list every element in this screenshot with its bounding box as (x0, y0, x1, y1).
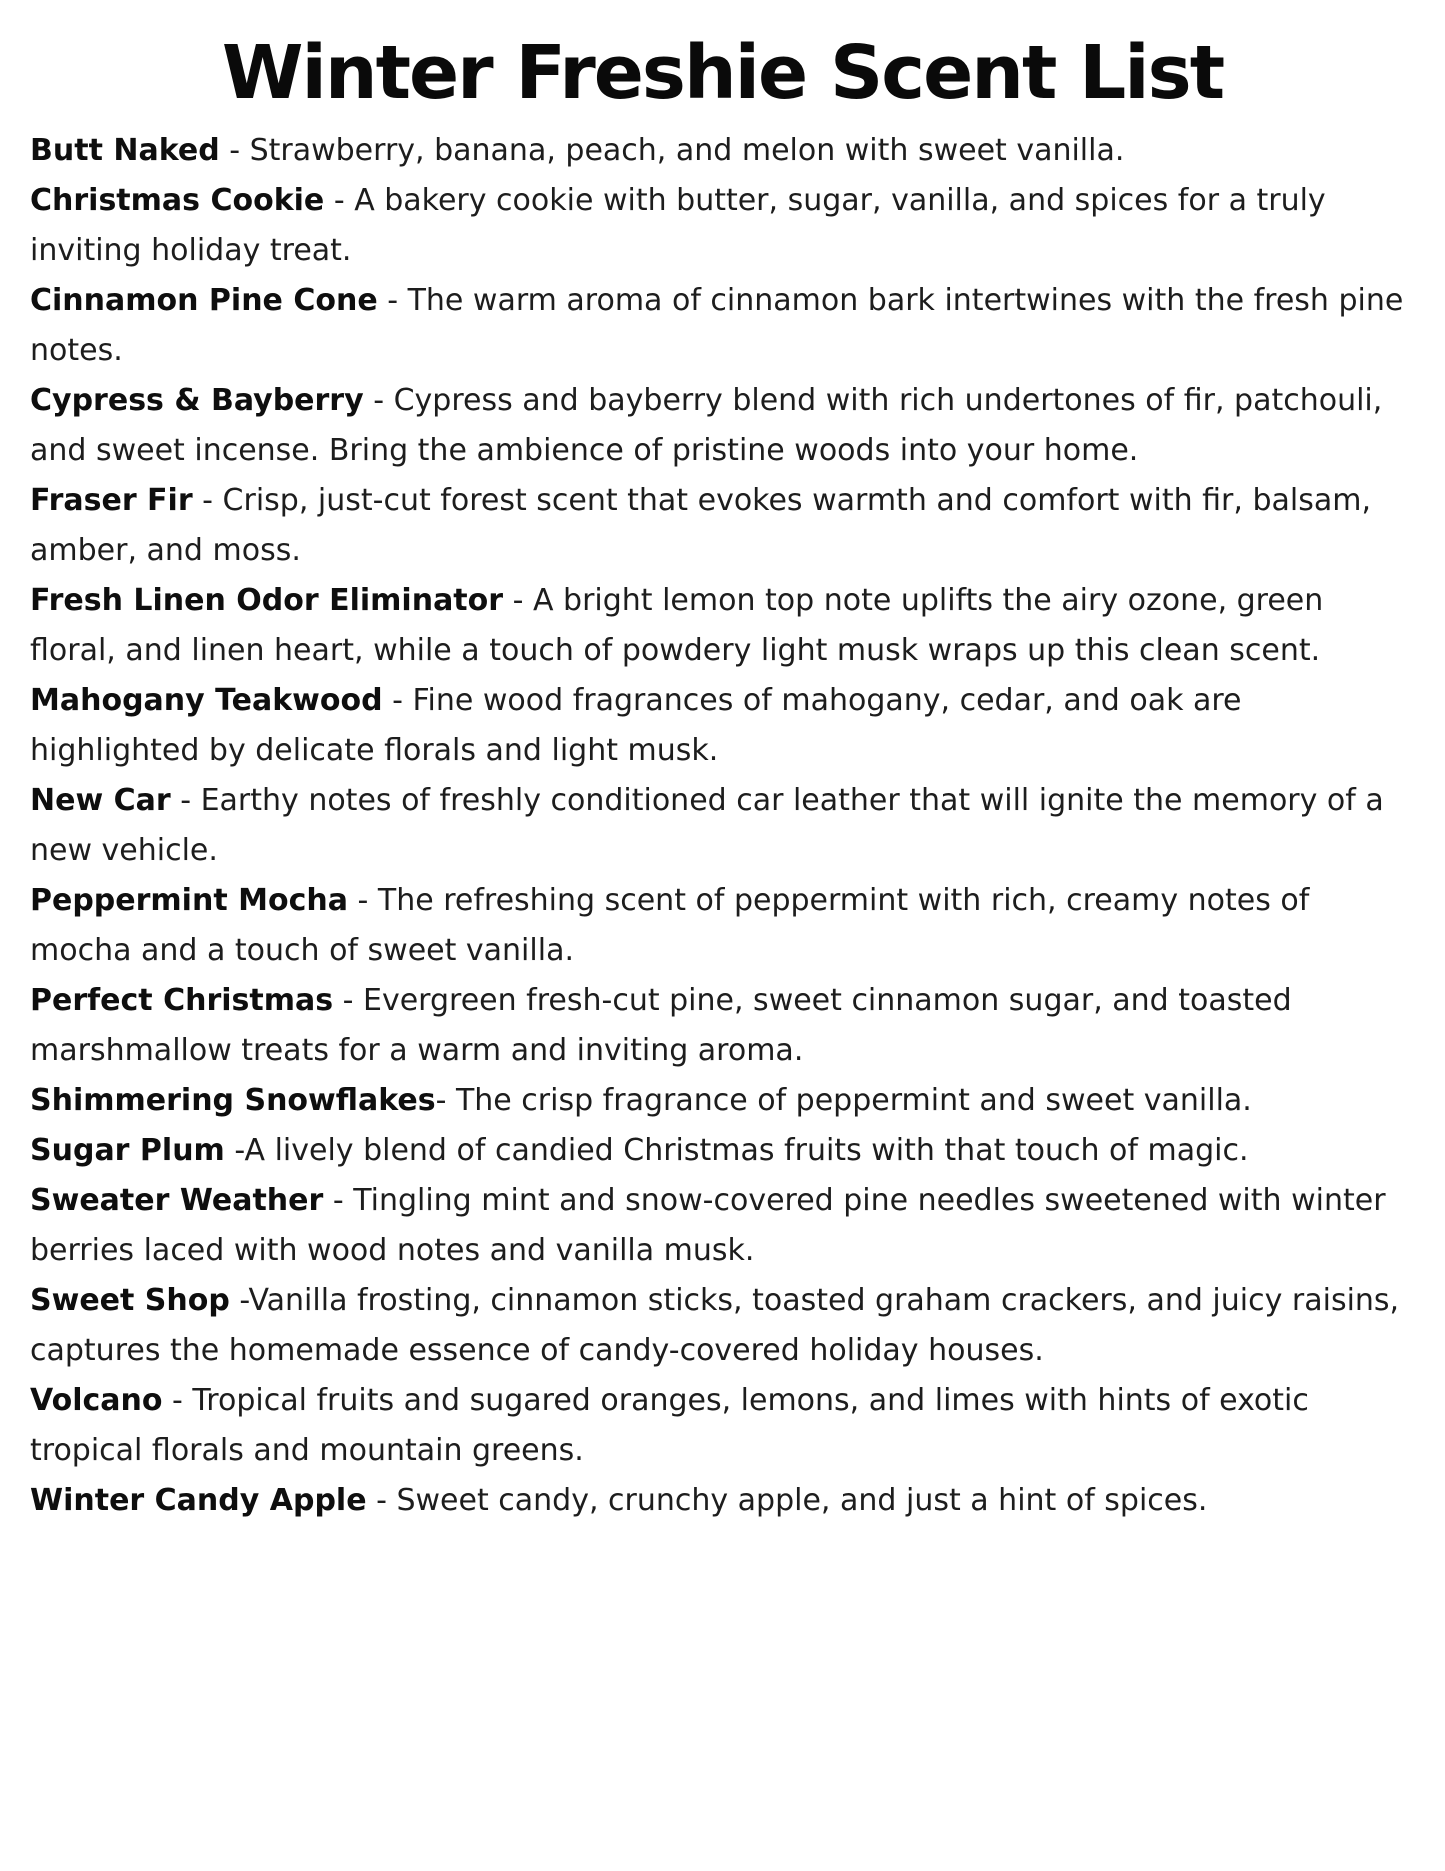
scent-list-item (30, 1176, 1415, 1276)
scent-list-item (30, 276, 1415, 376)
scent-separator: - (347, 883, 378, 918)
scent-list-item (30, 1276, 1415, 1376)
scent-separator: - (324, 183, 355, 218)
scent-name: Winter Candy Apple (30, 1483, 367, 1518)
scent-name: Sweet Shop (30, 1283, 230, 1318)
scent-separator: - (503, 583, 533, 618)
scent-description: Crisp, just-cut forest scent that evokes warmth and comfort with fir, balsam, amber, and moss. (30, 483, 1371, 568)
scent-list-item (30, 476, 1415, 576)
scent-list-item (30, 676, 1415, 776)
scent-separator: - (162, 1383, 193, 1418)
scent-separator: - (377, 283, 408, 318)
scent-list-item (30, 1376, 1415, 1476)
scent-name: Shimmering Snowflakes (30, 1083, 436, 1118)
scent-name: Sugar Plum (30, 1133, 225, 1168)
scent-list-item (30, 1076, 1415, 1126)
scent-description: Earthy notes of freshly conditioned car leather that will ignite the memory of a new vehicle. (30, 783, 1384, 868)
scent-separator: - (363, 383, 394, 418)
scent-separator: - (382, 683, 413, 718)
scent-list-item (30, 876, 1415, 976)
scent-name: Cinnamon Pine Cone (30, 283, 378, 318)
scent-description: A bright lemon top note uplifts the airy ozone, green floral, and linen heart, while a touch of powdery light musk wraps up this clean scent. (30, 583, 1324, 668)
scent-list-item (30, 1476, 1415, 1526)
scent-description: The crisp fragrance of peppermint and sweet vanilla. (455, 1083, 1252, 1118)
scent-separator: - (170, 783, 201, 818)
scent-name: Butt Naked (30, 133, 220, 168)
scent-list-item (30, 976, 1415, 1076)
scent-name: Cypress & Bayberry (30, 383, 364, 418)
scent-description: Cypress and bayberry blend with rich undertones of fir, patchouli, and sweet incense. Bring the ambience of pristine woods into your home. (30, 383, 1383, 468)
scent-name: New Car (30, 783, 171, 818)
scent-separator: - (333, 983, 364, 1018)
scent-name: Christmas Cookie (30, 183, 325, 218)
scent-name: Fraser Fir (30, 483, 193, 518)
scent-description: Sweet candy, crunchy apple, and just a hint of spices. (396, 1483, 1208, 1518)
scent-description: Strawberry, banana, peach, and melon with sweet vanilla. (249, 133, 1125, 168)
scent-separator: - (219, 133, 250, 168)
scent-description: Tingling mint and snow-covered pine needles sweetened with winter berries laced with wood notes and vanilla musk. (30, 1183, 1386, 1268)
scent-description: Vanilla frosting, cinnamon sticks, toasted graham crackers, and juicy raisins, captures the homemade essence of candy-covered holiday houses. (30, 1283, 1400, 1368)
scent-separator: - (229, 1283, 249, 1318)
scent-separator: - (435, 1083, 456, 1118)
scent-separator: - (366, 1483, 397, 1518)
scent-description: The refreshing scent of peppermint with rich, creamy notes of mocha and a touch of sweet vanilla. (30, 883, 1310, 968)
scent-name: Perfect Christmas (30, 983, 334, 1018)
page-title: Winter Freshie Scent List (221, 30, 1224, 116)
scent-list-item (30, 1126, 1415, 1176)
scent-separator: - (192, 483, 223, 518)
scent-list (0, 126, 1445, 1526)
scent-list-item (30, 176, 1415, 276)
scent-name: Peppermint Mocha (30, 883, 348, 918)
scent-name: Fresh Linen Odor Eliminator (30, 583, 504, 618)
scent-name: Sweater Weather (30, 1183, 324, 1218)
scent-list-item (30, 576, 1415, 676)
scent-description: Tropical fruits and sugared oranges, lemons, and limes with hints of exotic tropical florals and mountain greens. (30, 1383, 1309, 1468)
scent-list-item (30, 126, 1415, 176)
scent-description: Fine wood fragrances of mahogany, cedar, and oak are highlighted by delicate florals and light musk. (30, 683, 1242, 768)
scent-description: A lively blend of candied Christmas fruits with that touch of magic. (244, 1133, 1249, 1168)
scent-description: A bakery cookie with butter, sugar, vanilla, and spices for a truly inviting holiday treat. (30, 183, 1326, 268)
scent-separator: - (224, 1133, 245, 1168)
scent-list-item (30, 776, 1415, 876)
scent-description: Evergreen fresh-cut pine, sweet cinnamon sugar, and toasted marshmallow treats for a warm and inviting aroma. (30, 983, 1292, 1068)
scent-description: The warm aroma of cinnamon bark intertwines with the fresh pine notes. (30, 283, 1404, 368)
scent-name: Mahogany Teakwood (30, 683, 383, 718)
scent-list-item (30, 376, 1415, 476)
scent-name: Volcano (30, 1383, 163, 1418)
scent-separator: - (323, 1183, 354, 1218)
